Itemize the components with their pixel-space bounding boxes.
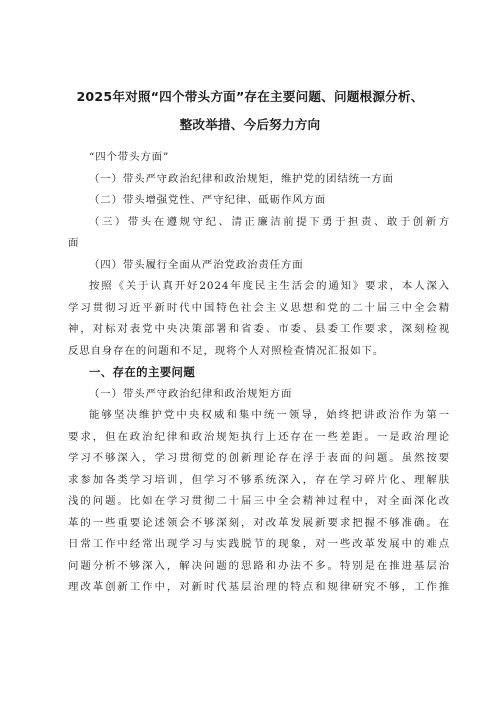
list-item: （二）带头增强党性、严守纪律、砥砺作风方面 [89,194,327,206]
list-item: （一）带头严守政治纪律和政治规矩，维护党的团结统一方面 [89,172,394,185]
list-item-continuation: 面 [68,237,80,249]
section-label: “四个带头方面” [89,151,170,163]
paragraph-line: 要求，但在政治纪律和政治规矩执行上还存在一些差距。一是政治理论 [68,430,450,443]
document-body [68,147,450,599]
list-item: （四）带头履行全面从严治党政治责任方面 [89,258,304,271]
paragraph-line: 浅的问题。比如在学习贯彻二十届三中全会精神过程中，对全面深化改 [68,495,450,507]
paragraph-line: 日常工作中经常出现学习与实践脱节的现象，对一些改革发展中的难点 [68,538,450,550]
list-item: （三）带头在遵规守纪、清正廉洁前提下勇于担责、敢于创新方 [89,215,450,228]
document-title-line-1: 2025年对照“四个带头方面”存在主要问题、问题根源分析、 [76,89,424,104]
paragraph-line: 问题分析不够深入，解决问题的思路和办法不多。特别是在推进基层治 [68,559,450,572]
paragraph-line: 革的一些重要论述领会不够深刻，对改革发展新要求把握不够准确。在 [68,516,450,529]
paragraph-line: 神，对标对表党中央决策部署和省委、市委、县委工作要求，深刻检视 [68,323,450,335]
paragraph-line: 能够坚决维护党中央权威和集中统一领导，始终把讲政治作为第一 [89,409,450,421]
document-title-line-2: 整改举措、今后努力方向 [179,117,321,132]
paragraph-line: 反思自身存在的问题和不足，现将个人对照检查情况汇报如下。 [68,344,385,357]
paragraph-line: 学习贯彻习近平新时代中国特色社会主义思想和党的二十届三中全会精 [68,301,450,314]
paragraph-line: 按照《关于认真开好2024年度民主生活会的通知》要求，本人深入 [89,280,450,292]
paragraph-line: 理改革创新工作中，对新时代基层治理的特点和规律研究不够，工作推 [68,581,450,593]
section-heading: 一、存在的主要问题 [89,365,196,379]
subsection-heading: （一）带头严守政治纪律和政治规矩方面 [89,387,293,400]
paragraph-line: 学习不够深入，学习贯彻党的创新理论存在浮于表面的问题。虽然按要 [68,452,450,464]
paragraph-line: 求参加各类学习培训，但学习不够系统深入，存在学习碎片化、理解肤 [68,473,450,486]
